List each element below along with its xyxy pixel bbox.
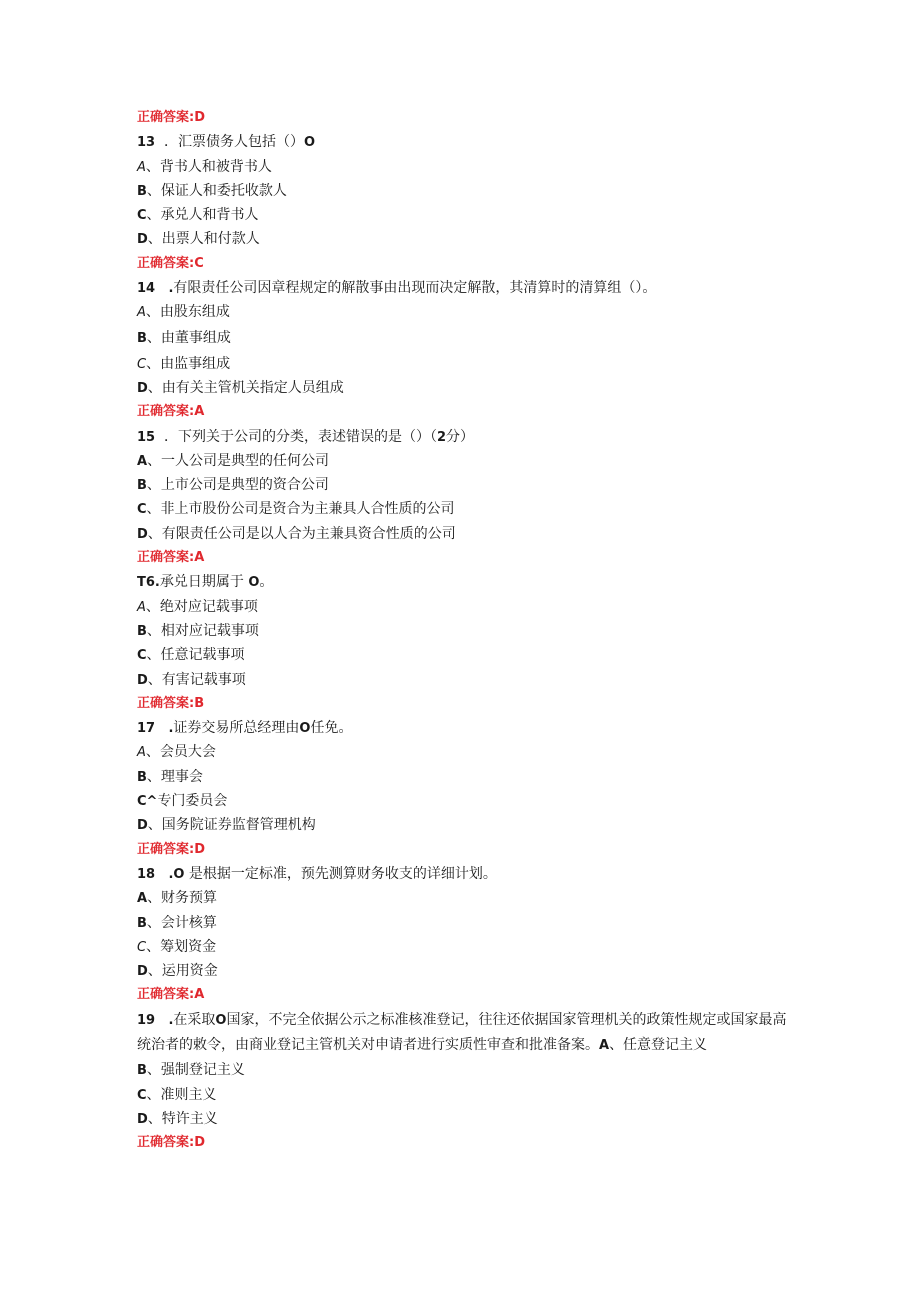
option-text: 、任意登记主义 — [609, 1036, 708, 1053]
question-text: 有限责任公司因章程规定的解散事由出现而决定解散，其清算时的清算组（）。 — [173, 280, 657, 297]
option-13-b — [137, 179, 787, 203]
option-text: 、背书人和被背书人 — [145, 158, 272, 175]
option-key: B — [137, 623, 147, 639]
option-16-c — [137, 643, 787, 667]
option-text: 、准则主义 — [146, 1086, 217, 1103]
option-key: D — [137, 818, 148, 834]
option-key: D — [137, 526, 148, 542]
question-14 — [137, 276, 787, 300]
question-number: 19 — [137, 1012, 156, 1028]
option-14-b — [137, 325, 787, 352]
option-16-d — [137, 668, 787, 692]
document-page — [137, 106, 787, 1155]
option-text: 、强制登记主义 — [146, 1062, 245, 1079]
option-text: 、运用资金 — [147, 963, 218, 980]
option-16-a — [137, 595, 787, 619]
option-19-b — [137, 1058, 787, 1082]
option-key: D — [137, 964, 148, 980]
answer-label: 正确答案: — [137, 841, 195, 857]
question-number: 18 — [137, 866, 156, 882]
option-text: 、一人公司是典型的任何公司 — [147, 452, 330, 469]
option-key: C — [137, 502, 147, 518]
answer-value: D — [194, 1135, 205, 1151]
option-text: 、财务预算 — [147, 890, 218, 907]
option-18-d — [137, 959, 787, 983]
answer-value: D — [194, 841, 205, 857]
question-separator: ． — [164, 134, 178, 151]
option-key: C^ — [137, 794, 158, 810]
option-key: B — [137, 769, 147, 785]
option-text: 、由股东组成 — [145, 304, 230, 321]
option-14-c — [137, 352, 787, 376]
answer-line-15 — [137, 546, 787, 570]
option-key: B — [137, 478, 147, 494]
answer-line-19 — [137, 1131, 787, 1155]
option-key: C — [137, 939, 147, 955]
answer-label: 正确答案: — [137, 987, 195, 1003]
question-13 — [137, 130, 787, 154]
question-text: 证券交易所总经理由 — [173, 720, 300, 737]
option-text: 、任意记载事项 — [146, 647, 245, 664]
answer-value: A — [194, 404, 205, 420]
option-text: 、由董事组成 — [146, 329, 231, 346]
option-15-b — [137, 473, 787, 497]
option-17-b — [137, 765, 787, 789]
question-separator: . — [168, 1012, 174, 1028]
option-13-d — [137, 227, 787, 251]
question-number: 14 — [137, 281, 156, 297]
option-18-c — [137, 935, 787, 959]
option-14-d — [137, 376, 787, 400]
option-text: 、有限责任公司是以人合为主兼具资合性质的公司 — [147, 525, 456, 542]
question-text: 国家，不完全依据公示之标准核准登记，往往还依据国家管理机关的政策性规定或国家最高统治者的敕令，由商业登记主管机关对申请者进行实质性审查和批准备案。 — [137, 1011, 787, 1053]
answer-line-18 — [137, 983, 787, 1007]
option-19-d — [137, 1107, 787, 1131]
option-key: A — [137, 453, 148, 469]
question-separator: ． — [164, 428, 178, 445]
option-text: 、承兑人和背书人 — [146, 207, 259, 224]
question-18 — [137, 862, 787, 886]
question-blank: O — [215, 1012, 227, 1028]
option-key: A — [137, 305, 146, 321]
option-text: 、上市公司是典型的资合公司 — [146, 477, 329, 494]
answer-label: 正确答案: — [137, 550, 195, 566]
option-text: 、绝对应记载事项 — [145, 598, 258, 615]
question-text: 承兑日期属于 — [159, 574, 244, 591]
answer-line-12 — [137, 106, 787, 130]
option-19-c — [137, 1083, 787, 1107]
option-text: 、理事会 — [146, 768, 203, 785]
answer-label: 正确答案: — [137, 1135, 195, 1151]
option-key: A — [137, 745, 146, 761]
question-number: T6. — [137, 575, 160, 591]
option-key: B — [137, 1063, 147, 1079]
option-key: D — [137, 380, 148, 396]
option-text: 专门委员会 — [157, 793, 228, 810]
question-text: 下列关于公司的分类，表述错误的是（）（ — [178, 428, 437, 445]
question-text: 汇票债务人包括（） — [178, 134, 304, 151]
option-key: B — [137, 183, 147, 199]
option-text: 、出票人和付款人 — [147, 231, 260, 248]
question-number: 17 — [137, 721, 156, 737]
option-text: 、特许主义 — [147, 1110, 218, 1127]
question-separator: . — [168, 721, 174, 737]
answer-label: 正确答案: — [137, 255, 195, 271]
option-key: D — [137, 672, 148, 688]
option-15-c — [137, 497, 787, 521]
option-key: C — [137, 1087, 147, 1103]
question-score-unit: 分） — [446, 428, 475, 445]
question-separator: . — [168, 281, 174, 297]
question-number: 13 — [137, 135, 156, 151]
option-13-a — [137, 155, 787, 179]
question-blank: O — [173, 866, 185, 882]
option-key: C — [137, 208, 147, 224]
answer-line-16 — [137, 692, 787, 716]
option-17-d — [137, 813, 787, 837]
option-key: A — [599, 1037, 610, 1053]
answer-label: 正确答案: — [137, 110, 195, 125]
question-text: 是根据一定标准，预先测算财务收支的详细计划。 — [188, 865, 497, 882]
option-17-a — [137, 740, 787, 764]
answer-line-14 — [137, 400, 787, 424]
question-prefix: 在采取 — [173, 1011, 216, 1028]
question-end: 。 — [259, 574, 274, 591]
option-key: D — [137, 232, 148, 248]
question-15 — [137, 425, 787, 449]
answer-value: D — [194, 110, 205, 125]
option-text: 、筹划资金 — [146, 938, 217, 955]
option-text: 、会计核算 — [146, 914, 217, 931]
option-text: 、会员大会 — [145, 744, 216, 761]
question-separator: . — [168, 866, 174, 882]
option-text: 、由监事组成 — [146, 355, 231, 372]
option-15-d — [137, 522, 787, 546]
option-text: 、由有关主管机关指定人员组成 — [147, 379, 344, 396]
option-16-b — [137, 619, 787, 643]
answer-label: 正确答案: — [137, 404, 195, 420]
answer-value: A — [194, 550, 205, 566]
option-15-a — [137, 449, 787, 473]
option-key: B — [137, 915, 147, 931]
answer-value: C — [194, 255, 204, 271]
option-text: 、保证人和委托收款人 — [146, 182, 287, 199]
question-score: 2 — [437, 429, 447, 445]
option-text: 、有害记载事项 — [147, 671, 246, 688]
option-14-a — [137, 300, 787, 324]
answer-line-13 — [137, 252, 787, 276]
option-18-a — [137, 886, 787, 910]
question-blank: O — [248, 575, 260, 591]
option-text: 、相对应记载事项 — [146, 622, 259, 639]
question-blank: O — [304, 135, 316, 151]
answer-value: B — [194, 695, 205, 711]
answer-value: A — [194, 987, 205, 1003]
option-13-c — [137, 203, 787, 227]
option-18-b — [137, 911, 787, 935]
question-16 — [137, 570, 787, 594]
option-key: C — [137, 648, 147, 664]
option-key: C — [137, 356, 147, 372]
option-text: 、国务院证券监督管理机构 — [147, 817, 316, 834]
answer-line-17 — [137, 838, 787, 862]
answer-label: 正确答案: — [137, 695, 195, 711]
question-number: 15 — [137, 429, 156, 445]
option-key: A — [137, 891, 148, 907]
question-end: 任免。 — [310, 720, 353, 737]
option-17-c — [137, 789, 787, 813]
question-17 — [137, 716, 787, 740]
question-19 — [137, 1008, 787, 1059]
question-blank: O — [299, 721, 311, 737]
option-text: 、非上市股份公司是资合为主兼具人合性质的公司 — [146, 501, 455, 518]
option-key: D — [137, 1111, 148, 1127]
option-key: A — [137, 599, 146, 615]
option-key: A — [137, 159, 146, 175]
option-key: B — [137, 330, 147, 346]
